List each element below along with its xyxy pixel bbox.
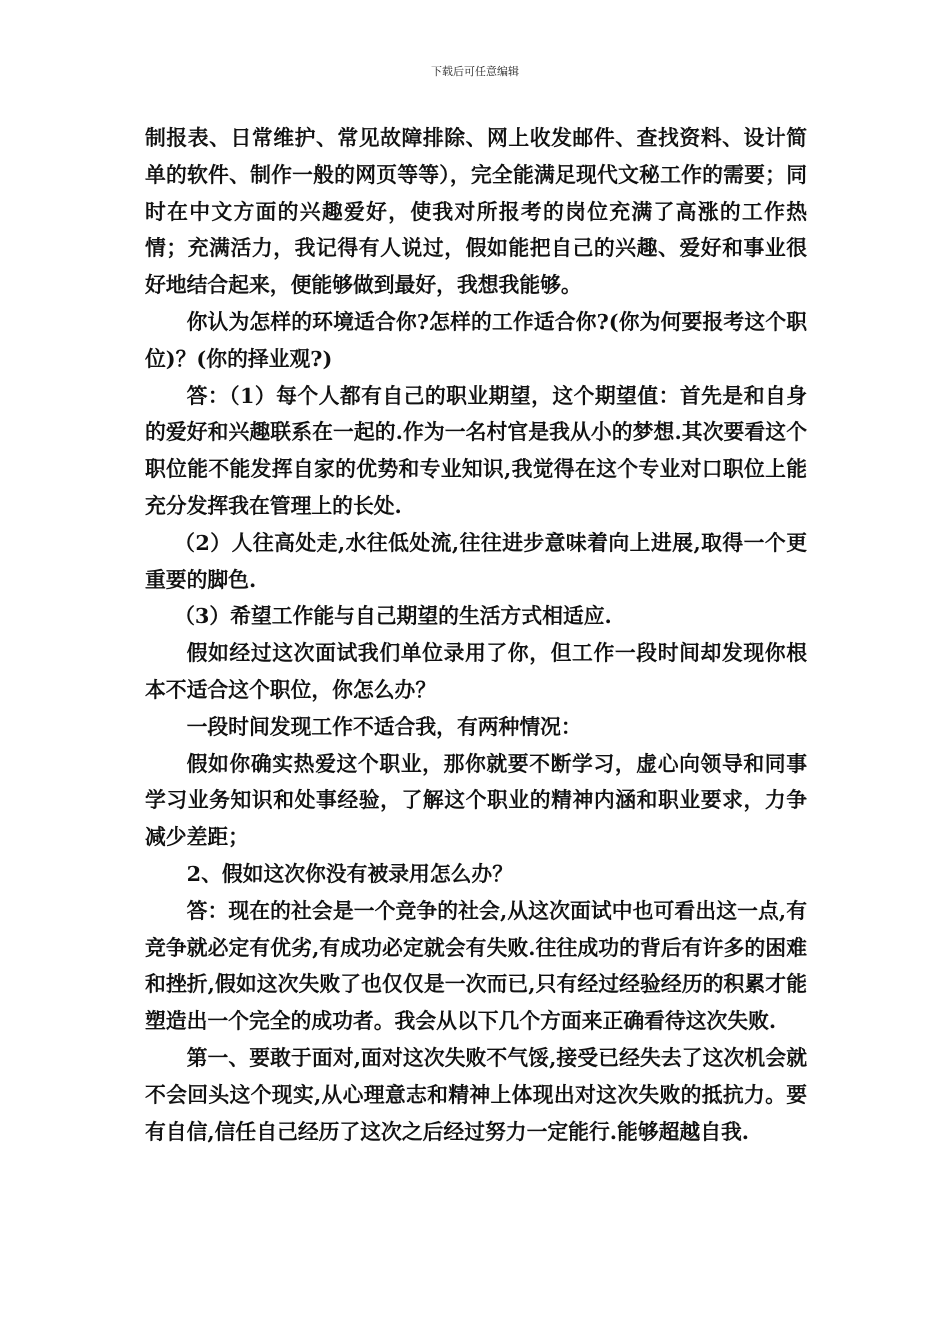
paragraph-6: 假如经过这次面试我们单位录用了你，但工作一段时间却发现你根本不适合这个职位，你怎么办？ [145, 640, 807, 702]
paragraph-3: 答：（1）每个人都有自己的职业期望，这个期望值：首先是和自身的爱好和兴趣联系在一起的.作为一名村官是我从小的梦想.其次要看这个职位能不能发挥自家的优势和专业知识,我觉得在这个专业对口职位上能充分发挥我在管理上的长处. [145, 382, 807, 518]
page-header: 下载后可任意编辑 [431, 65, 519, 78]
document-body [145, 120, 807, 1150]
paragraph-9: 2、假如这次你没有被录用怎么办？ [186, 860, 514, 886]
paragraph-10: 答：现在的社会是一个竞争的社会,从这次面试中也可看出这一点,有竞争就必定有优劣,有成功必定就会有失败.往往成功的背后有许多的困难和挫折,假如这次失败了也仅仅是一次而已,只有经过经验经历的积累才能塑造出一个完全的成功者。我会从以下几个方面来正确看待这次失败. [145, 897, 807, 1034]
paragraph-8: 假如你确实热爱这个职业，那你就要不断学习，虚心向领导和同事学习业务知识和处事经验，了解这个职业的精神内涵和职业要求，力争减少差距； [145, 750, 807, 850]
paragraph-11: 第一、要敢于面对,面对这次失败不气馁,接受已经失去了这次机会就不会回头这个现实,从心理意志和精神上体现出对这次失败的抵抗力。要有自信,信任自己经历了这次之后经过努力一定能行.能够超越自我. [145, 1044, 807, 1144]
paragraph-7: 一段时间发现工作不适合我，有两种情况： [186, 713, 582, 739]
paragraph-1: 制报表、日常维护、常见故障排除、网上收发邮件、查找资料、设计简单的软件、制作一般的网页等等），完全能满足现代文秘工作的需要；同时在中文方面的兴趣爱好，使我对所报考的岗位充满了高涨的工作热情；充满活力，我记得有人说过，假如能把自己的兴趣、爱好和事业很好地结合起来，便能够做到最好，我想我能够。 [145, 125, 807, 298]
paragraph-2: 你认为怎样的环境适合你?怎样的工作适合你?(你为何要报考这个职位)？(你的择业观?) [145, 308, 807, 371]
paragraph-5: （3）希望工作能与自己期望的生活方式相适应. [174, 603, 612, 629]
paragraph-4: （2）人往高处走,水往低处流,往往进步意味着向上进展,取得一个更重要的脚色. [145, 529, 807, 592]
